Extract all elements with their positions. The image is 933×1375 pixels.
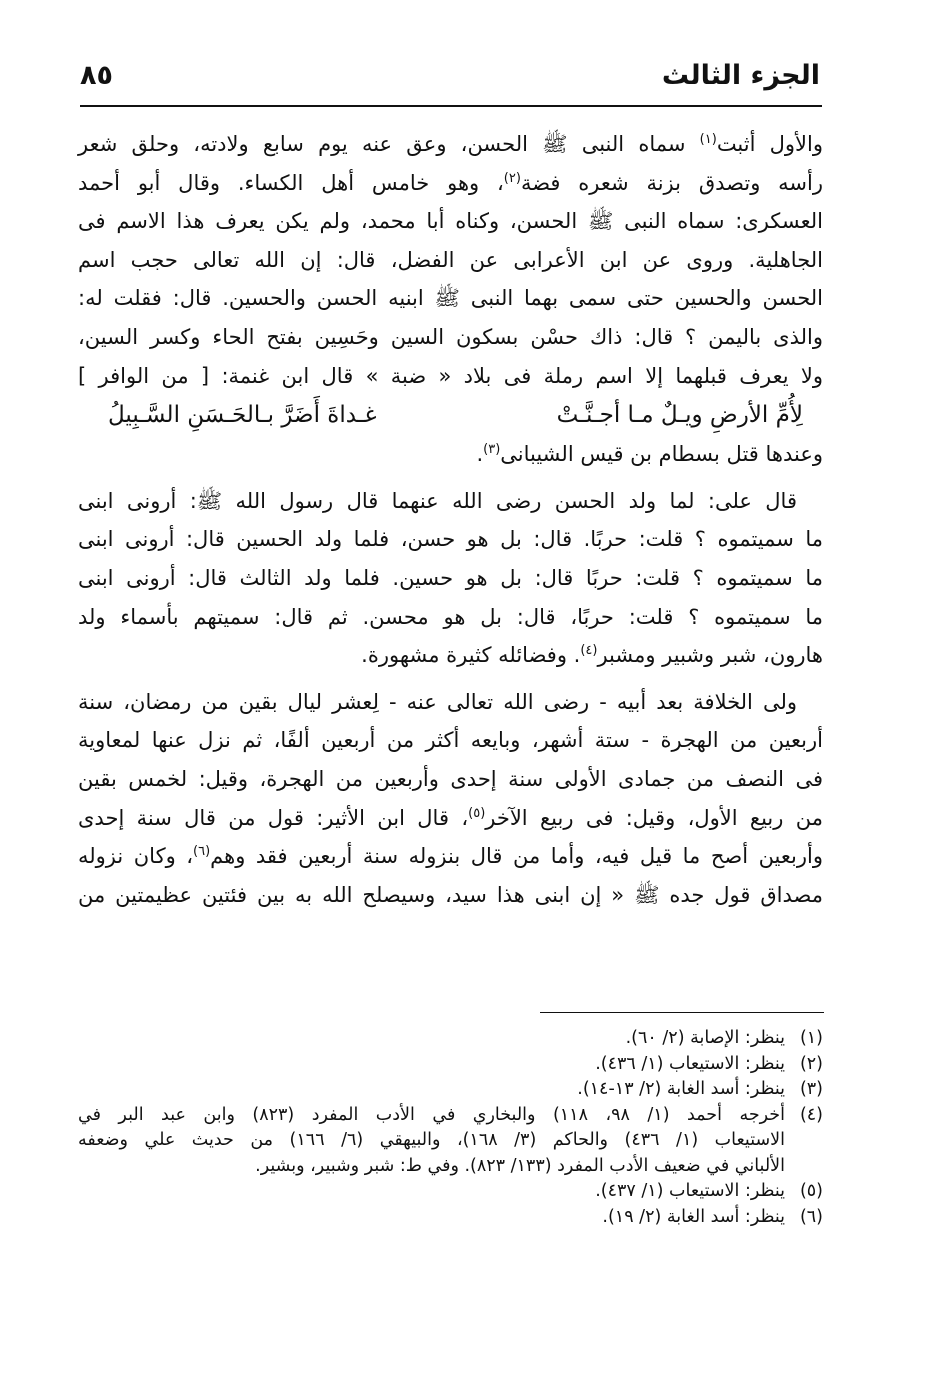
footnote-item	[78, 1179, 823, 1205]
footnote-item	[78, 1205, 823, 1231]
footnote-text: الاستيعاب (١/ ٤٣٦) والحاكم (٣/ ١٦٨)، والبيهقي (٦/ ١٦٦) من حديث علي وضعفه	[78, 1130, 785, 1150]
text-line: هارون، شبر وشبير ومشبر$^{(٤)}$. وفضائله كثيرة مشهورة.	[361, 643, 823, 668]
footnote-number: (٤)	[799, 1104, 823, 1125]
text-line: العسكرى: سماه النبى ﷺ الحسن، وكناه أبا محمد، ولم يكن يعرف هذا الاسم فى	[78, 209, 823, 234]
footnote-item	[78, 1103, 823, 1180]
text-line: رأسه وتصدق بزنة شعره فضة$^{(٢)}$، وهو خامس أهل الكساء. وقال أبو أحمد	[78, 170, 824, 195]
header-rule	[80, 105, 822, 107]
text-line: ما سميتموه ؟ قلت: حربًا. قال: بل هو حسن، فلما ولد الحسين قال: أرونى ابنى	[78, 527, 823, 552]
footnote-text: ينظر: أسد الغابة (٢/ ١٩).	[602, 1206, 785, 1227]
footnote-separator	[540, 1012, 824, 1013]
main-text	[78, 125, 823, 914]
text-line: والأول أثبت$^{(١)}$ سماه النبى ﷺ الحسن، وعق عنه يوم سابع ولادته، وحلق شعر	[78, 132, 823, 156]
running-title: الجزء الثالث	[661, 60, 820, 91]
text-line: فى النصف من جمادى الأولى سنة إحدى وأربعين من الهجرة، وقيل: لخمس بقين	[78, 766, 823, 791]
footnotes	[78, 1026, 823, 1230]
poem-verse	[78, 395, 823, 435]
footnote-number: (٣)	[799, 1079, 823, 1099]
footnote-text: أخرجه أحمد (١/ ٩٨، ١١٨) والبخاري في الأدب المفرد (٨٢٣) وابن عبد البر في	[78, 1104, 785, 1125]
text-line: ولى الخلافة بعد أبيه - رضى الله تعالى عنه - لِعشر ليال بقين من رمضان، سنة	[78, 689, 797, 714]
footnote-text: ينظر: أسد الغابة (٢/ ١٣-١٤).	[577, 1079, 785, 1099]
footnote-item	[78, 1052, 823, 1078]
footnote-item	[78, 1026, 823, 1052]
text-line: ولا يعرف قبلهما إلا اسم رملة فى بلاد « ضبة » قال ابن غنمة: [ من الوافر ]	[78, 363, 823, 388]
footnote-text: ينظر: الاستيعاب (١/ ٤٣٧).	[595, 1181, 785, 1201]
footnote-number: (٥)	[799, 1181, 823, 1201]
footnote-ref[interactable]: (١)	[699, 132, 717, 147]
running-header	[80, 58, 820, 102]
text-line: قال على: لما ولد الحسن رضى الله عنهما قال رسول الله ﷺ: أرونى ابنى	[78, 488, 797, 513]
footnote-ref[interactable]: (٢)	[503, 170, 521, 186]
text-line: أربعين من الهجرة - ستة أشهر، وبايعه أكثر من أربعين ألفًا، ثم نزل عنها لمعاوية	[78, 728, 823, 753]
poem-hemistich-right: لِأُمِّ الأرضِ ويـلٌ مـا أجـنَّـتْ	[556, 402, 803, 429]
footnote-text: الألباني في ضعيف الأدب المفرد (١٣٣/ ٨٢٣). وفي ط: شبر وشبير، وبشير.	[255, 1155, 785, 1176]
text-line: من ربيع الأول، وقيل: فى ربيع الآخر$^{(٥)}$، قال ابن الأثير: قول من قال سنة إحدى	[78, 805, 823, 830]
footnote-number: (٢)	[799, 1053, 823, 1074]
footnote-number: (١)	[799, 1028, 823, 1048]
text-line: وأربعين أصح ما قيل فيه، وأما من قال بنزوله سنة أربعين فقد وهم$^{(٦)}$، وكان نزوله	[78, 844, 823, 869]
text-line: الجاهلية. وروى عن ابن الأعرابى عن الفضل، قال: إن الله تعالى حجب اسم	[78, 247, 823, 272]
text-line: الحسن والحسين حتى سمى بهما النبى ﷺ ابنيه الحسن والحسين. قال: فقلت له:	[78, 286, 823, 311]
footnote-ref[interactable]: (٦)	[193, 844, 211, 860]
footnote-item	[78, 1077, 823, 1103]
text-line: مصداق قول جده ﷺ « إن ابنى هذا سيد، وسيصلح الله به بين فئتين عظيمتين من	[78, 882, 823, 907]
footnote-ref[interactable]: (٣)	[483, 442, 501, 458]
text-line: ما سميتموه ؟ قلت: حربًا، قال: بل هو محسن. ثم قال: سميتهم بأسماء ولد	[78, 604, 823, 629]
footnote-text: ينظر: الاستيعاب (١/ ٤٣٦).	[595, 1053, 785, 1074]
page-number: ٨٥	[80, 60, 113, 91]
text-line: ما سميتموه ؟ قلت: حربًا قال: بل هو حسين. فلما ولد الثالث قال: أرونى ابنى	[78, 565, 823, 590]
footnote-ref[interactable]: (٥)	[468, 805, 486, 821]
footnote-ref[interactable]: (٤)	[580, 643, 598, 659]
footnote-text: ينظر: الإصابة (٢/ ٦٠).	[625, 1028, 785, 1048]
poem-hemistich-left: غـداةَ أَضَرَّ بـالحَـسَنِ السَّـبِيلُ	[108, 402, 377, 429]
text-line: وعندها قتل بسطام بن قيس الشيبانى$^{(٣)}$.	[476, 442, 823, 467]
footnote-number: (٦)	[799, 1206, 823, 1227]
text-line: والذى باليمن ؟ قال: ذاك حسْن بسكون السين وحَسِين بفتح الحاء وكسر السين،	[78, 324, 823, 349]
